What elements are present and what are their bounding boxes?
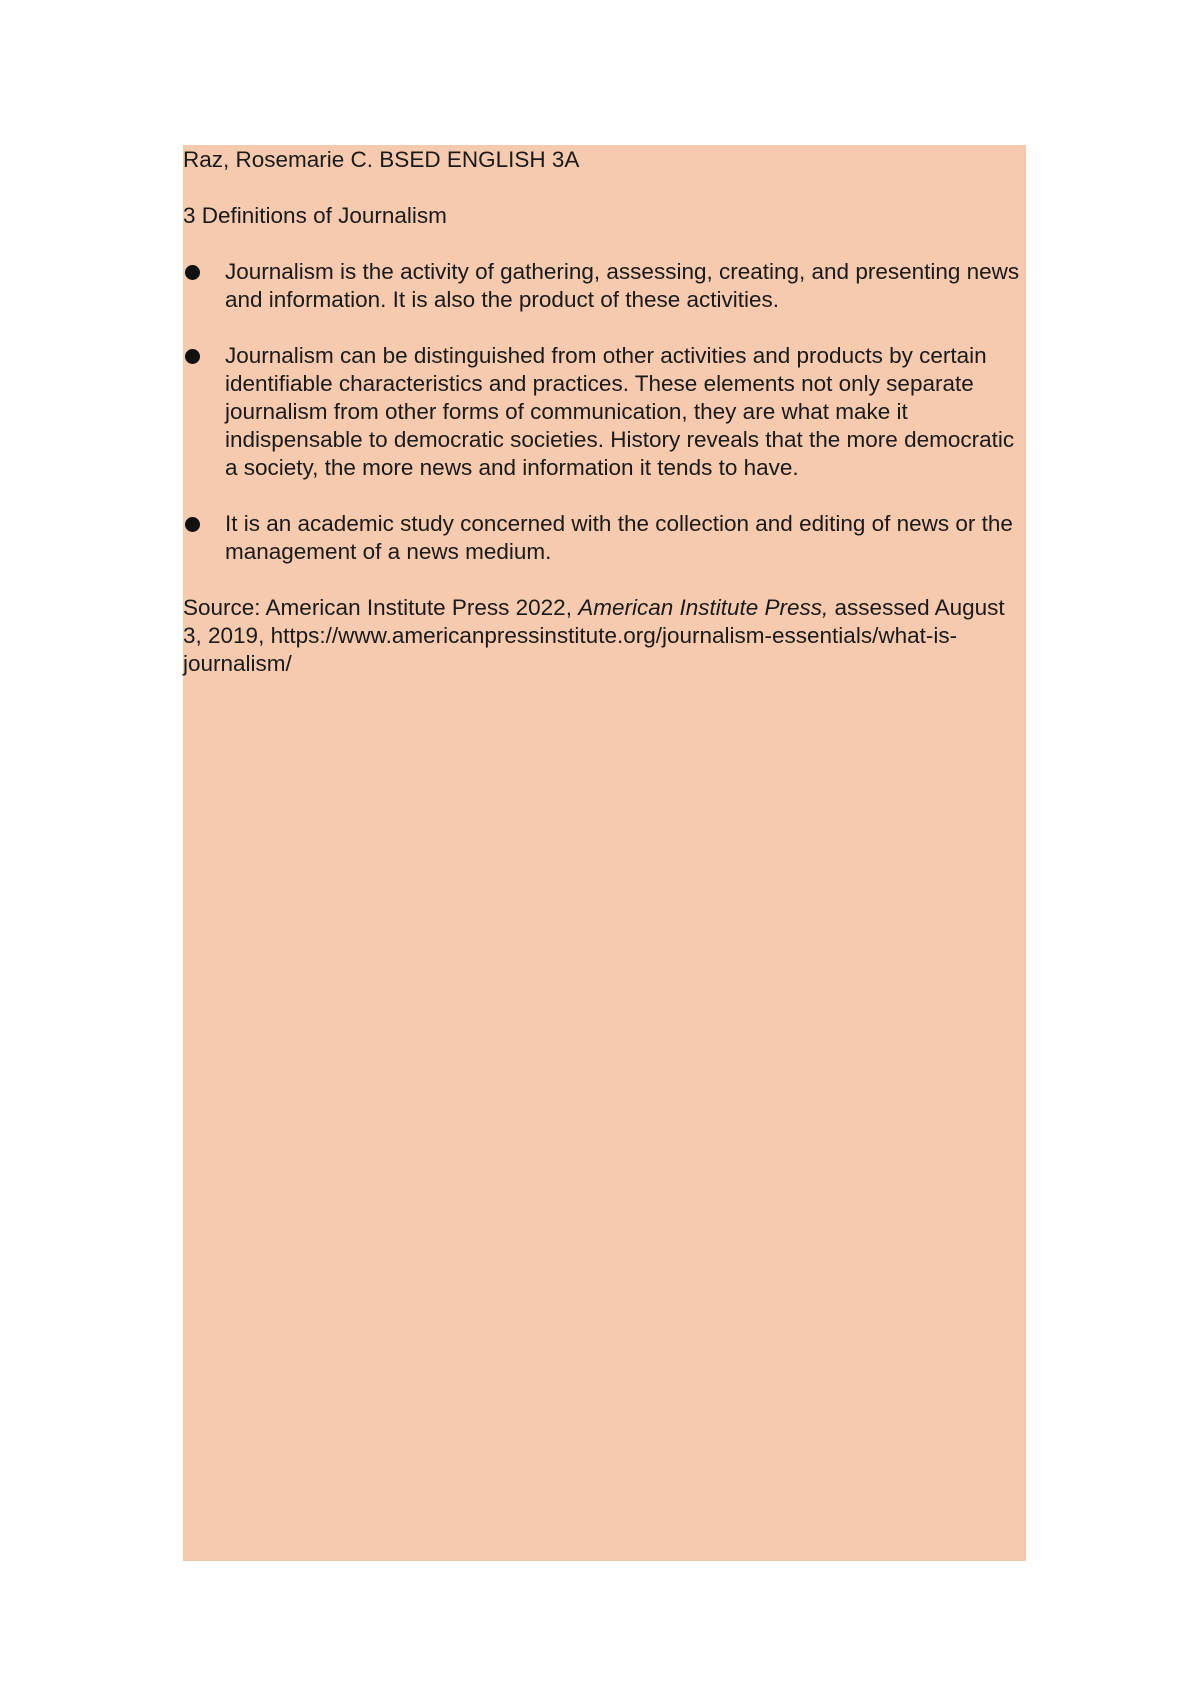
document-panel [183,145,1026,1561]
list-item [183,510,1022,566]
definitions-list [183,258,1022,566]
bullet-icon [185,349,200,364]
definition-text: Journalism is the activity of gathering, assessing, creating, and presenting news and information. It is also the product of these activities. [225,259,1020,312]
document-title: 3 Definitions of Journalism [183,203,447,228]
list-item [183,258,1022,314]
bullet-icon [185,265,200,280]
bullet-icon [185,517,200,532]
definition-text: It is an academic study concerned with the collection and editing of news or the management of a news medium. [225,511,1013,564]
source-citation [183,594,1022,678]
source-prefix: Source: American Institute Press 2022, [183,595,579,620]
source-suffix: assessed August 3, 2019, https://www.americanpressinstitute.org/journalism-essentials/what-is-journalism/ [183,595,1005,676]
source-publication: American Institute Press, [578,595,829,620]
list-item [183,342,1022,482]
author-header: Raz, Rosemarie C. BSED ENGLISH 3A [183,147,580,172]
definition-text: Journalism can be distinguished from other activities and products by certain identifiable characteristics and practices. These elements not only separate journalism from other forms of communication, they are what make it indispensable to democratic societies. History reveals that the more democratic a society, the more news and information it tends to have. [225,343,1015,480]
